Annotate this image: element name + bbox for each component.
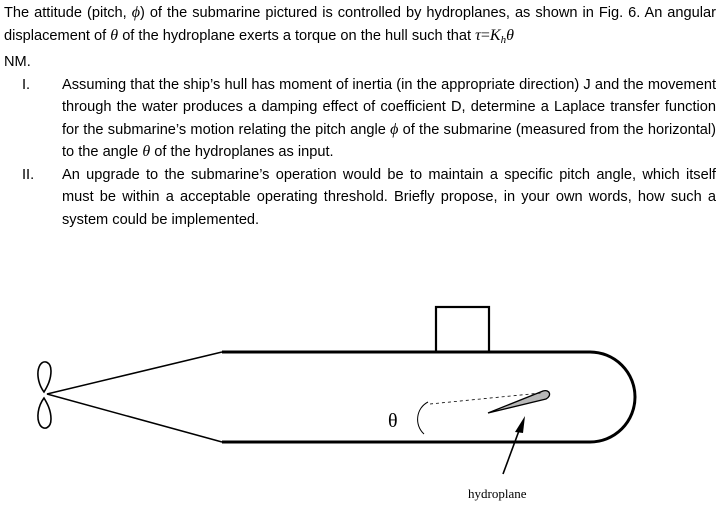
submarine-stern — [47, 352, 222, 442]
angle-arc — [418, 402, 428, 434]
item-1-text-1: Assuming that the ship’s hull has moment of inertia (in the appropriate direction) J and the movement through the water produces a damping effect of coefficient D, determine a Laplace transfer function for the submarine’s motion relating the pitch angle — [62, 76, 716, 138]
conning-tower — [436, 307, 489, 352]
angle-label: θ — [388, 410, 398, 432]
hydroplane-label: hydroplane — [468, 486, 527, 501]
item-number-1: I. — [22, 76, 31, 93]
torque-unit: NM. — [4, 54, 31, 70]
theta-symbol-2: θ — [506, 26, 514, 44]
item-1-phi-symbol: ϕ — [390, 120, 399, 138]
intro-text-3: of the hydroplane exerts a torque on the hull such that — [118, 27, 476, 44]
theta-symbol: θ — [110, 26, 119, 44]
callout-arrow-line — [503, 428, 520, 474]
item-number-2: II. — [22, 166, 35, 183]
k-symbol: K — [489, 26, 501, 44]
submarine-hull — [222, 352, 635, 442]
k-subscript: h — [500, 33, 507, 46]
phi-symbol: ϕ — [131, 4, 140, 21]
tau-symbol: τ — [475, 26, 481, 44]
callout-arrow-head — [515, 416, 525, 433]
equals-symbol: = — [480, 26, 490, 44]
intro-text-2: ) of the submarine pictured is controlled by hydroplanes, as shown in Fig. 6. An angular displacement of — [4, 5, 716, 44]
item-1-theta-symbol: θ — [142, 143, 151, 160]
item-1-text-3: of the hydroplanes as input. — [150, 144, 334, 160]
item-1-text-2: of the submarine (measured from the horizontal) to the angle — [62, 121, 716, 160]
hydroplane-shape — [488, 391, 550, 413]
item-2-text-1: An upgrade to the submarine’s operation would be to maintain a specific pitch angle, which itself must be within a acceptable operating threshold. Briefly propose, in your own words, how such a system could be implemented. — [62, 166, 716, 228]
intro-text-1: The attitude (pitch, — [4, 5, 132, 21]
